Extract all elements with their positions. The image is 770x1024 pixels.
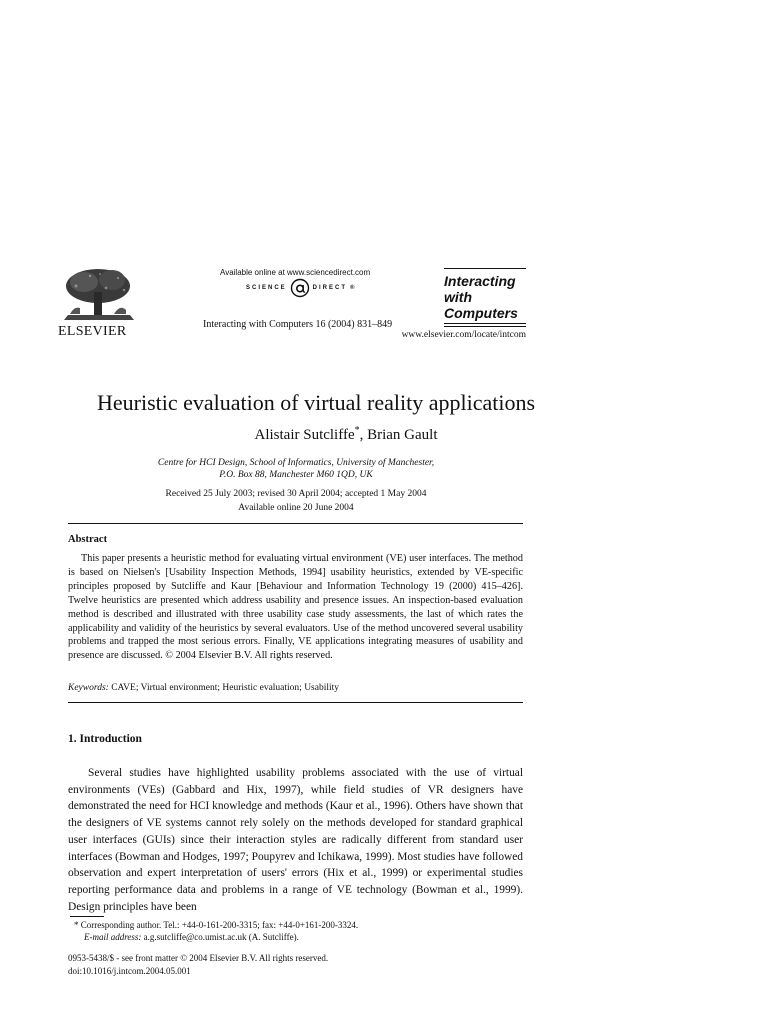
affiliation-line-1: Centre for HCI Design, School of Informatics, University of Manchester, bbox=[157, 458, 435, 468]
abstract-heading: Abstract bbox=[68, 534, 108, 545]
available-online-text: Available online at www.sciencedirect.com bbox=[220, 268, 371, 277]
publisher-name: ELSEVIER bbox=[58, 324, 127, 339]
keywords-list: CAVE; Virtual environment; Heuristic evaluation; Usability bbox=[111, 683, 340, 693]
journal-title-line-2: with bbox=[444, 289, 472, 305]
abstract-top-rule bbox=[68, 523, 523, 524]
journal-title-line-1: Interacting bbox=[444, 273, 516, 289]
issn-line: 0953-5438/$ - see front matter © 2004 Elsevier B.V. All rights reserved. bbox=[68, 953, 329, 963]
keywords-line bbox=[68, 683, 339, 693]
corresponding-author-mark[interactable]: * bbox=[354, 425, 360, 436]
corresponding-author-footnote: * Corresponding author. Tel.: +44-0-161-200-3315; fax: +44-0+161-200-3324. bbox=[74, 920, 359, 930]
affiliation-line-2: P.O. Box 88, Manchester M60 1QD, UK bbox=[219, 470, 373, 480]
email-label: E-mail address: bbox=[84, 931, 142, 942]
sciencedirect-logo bbox=[246, 278, 356, 298]
abstract-text: This paper presents a heuristic method for evaluating virtual environment (VE) user interfaces. The method is based on Nielsen's [Usability Inspection Methods, 1994] usability heuristics, extended by VE-specific principles proposed by Sutcliffe and Kaur [Behaviour and Information Technology 19 (2000) 415–426]. Twelve heuristics are presented which address usability and presence issues. An inspection-based evaluation method is described and illustrated with three usability case study assessments, the last of which rates the applicability and validity of the heuristics by several evaluators. Use of the method uncovered several usability problems and trapped the most serious errors. Finally, VE applications integrating measures of usability and presence are discussed. © 2004 Elsevier B.V. All rights reserved. bbox=[68, 553, 523, 662]
sd-left-word: SCIENCE bbox=[246, 285, 287, 291]
email-footnote bbox=[74, 932, 534, 944]
sd-right-word: DIRECT bbox=[312, 285, 348, 291]
introduction-text: Several studies have highlighted usability problems associated with the use of virtual environments (VEs) (Gabbard and Hix, 1997), while field studies of VR designers have demonstrated the need for HCI knowledge and methods (Kaur et al., 1996). Others have shown that the designers of VE systems cannot rely solely on the methods developed for standard graphical user interfaces (GUIs) since their interaction styles are radically different from standard user interfaces (Bowman and Hodges, 1997; Poupyrev and Ichikawa, 1999). Most studies have followed observation and expert interpretation of users' errors (Hix et al., 1999) or experimental studies reporting performance data and problems in a range of VE technology (Bowman et al., 1999). Design principles have been bbox=[68, 767, 523, 913]
abstract-bottom-rule bbox=[68, 702, 523, 703]
journal-url-link[interactable]: www.elsevier.com/locate/intcom bbox=[401, 330, 526, 340]
author-secondary: , Brian Gault bbox=[359, 427, 438, 443]
article-title: Heuristic evaluation of virtual reality applications bbox=[96, 390, 536, 415]
doi-line[interactable]: doi:10.1016/j.intcom.2004.05.001 bbox=[68, 966, 191, 976]
elsevier-logo bbox=[54, 266, 146, 339]
author-affiliation bbox=[0, 457, 592, 481]
email-address-link[interactable]: a.g.sutcliffe@co.umist.ac.uk (A. Sutcliffe). bbox=[143, 931, 299, 942]
journal-citation: Interacting with Computers 16 (2004) 831–849 bbox=[203, 319, 393, 330]
available-online-date: Available online 20 June 2004 bbox=[238, 503, 354, 513]
journal-title-block bbox=[444, 268, 526, 329]
copyright-block bbox=[68, 952, 328, 978]
keywords-label: Keywords: bbox=[68, 683, 109, 693]
elsevier-tree-icon bbox=[54, 266, 144, 322]
journal-title-line-3: Computers bbox=[444, 305, 518, 321]
footnote-block bbox=[74, 920, 534, 943]
sd-registered-mark: ® bbox=[350, 285, 357, 291]
at-sign-icon bbox=[290, 278, 310, 298]
received-dates: Received 25 July 2003; revised 30 April 2004; accepted 1 May 2004 bbox=[165, 489, 427, 499]
footnote-rule bbox=[70, 916, 104, 917]
article-dates bbox=[0, 487, 592, 515]
author-primary: Alistair Sutcliffe bbox=[254, 427, 355, 443]
article-authors bbox=[0, 425, 692, 444]
journal-header bbox=[54, 262, 526, 346]
introduction-heading: 1. Introduction bbox=[68, 733, 142, 745]
